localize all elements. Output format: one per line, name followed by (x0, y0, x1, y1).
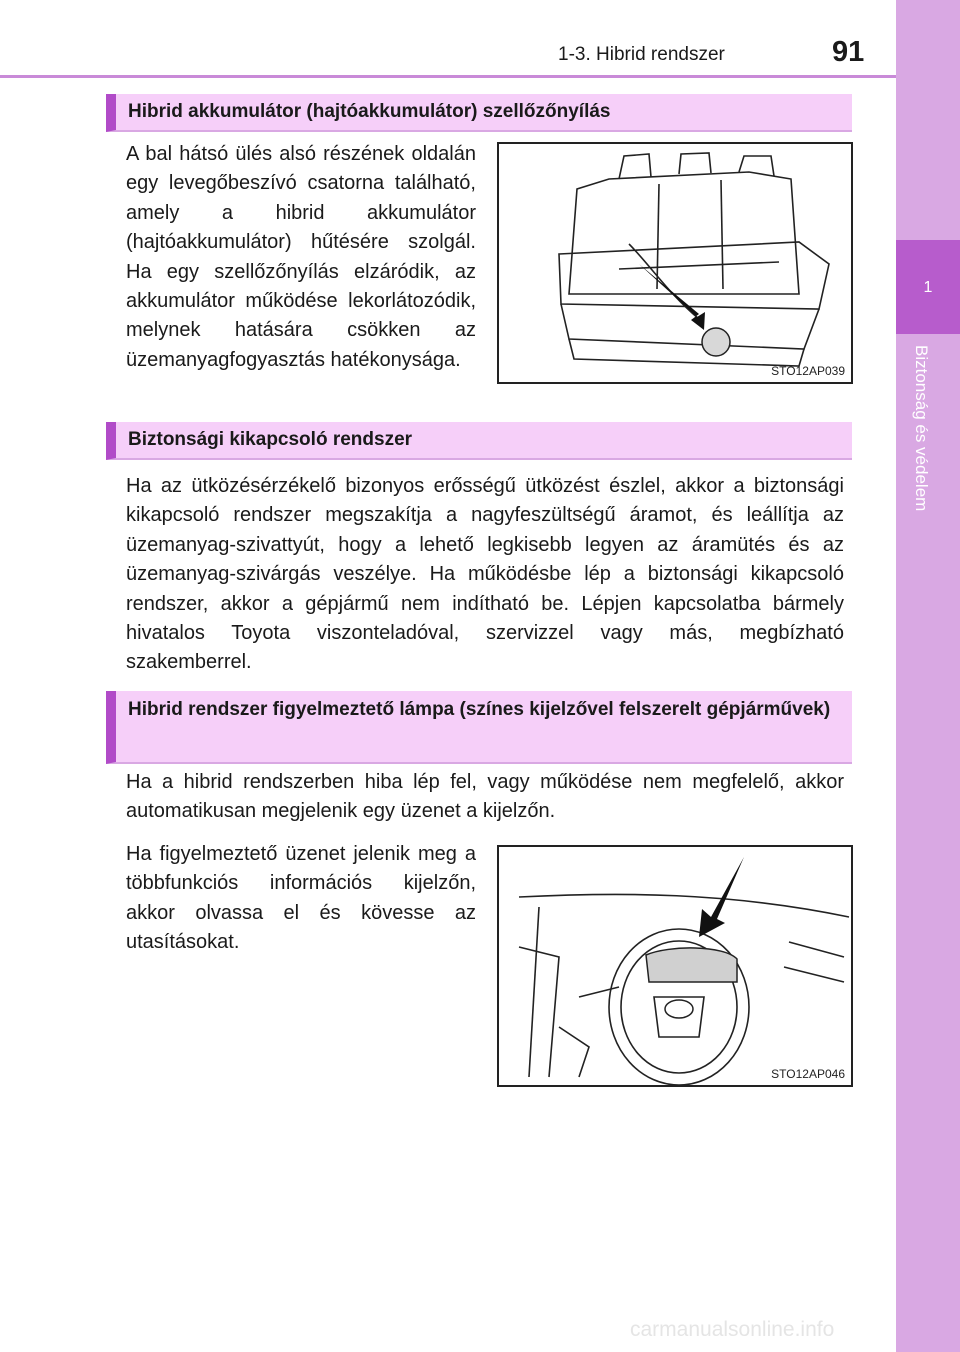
dashboard-figure (497, 845, 853, 1087)
battery-vent-paragraph: A bal hátsó ülés alsó részének oldalán egy levegőbeszívó csatorna található, amely a hibrid akkumulátor (hajtóakkumulátor) hűtésére szolgál. Ha egy szellőzőnyílás elzáródik, az akkumulátor működése lekorlátozódik, melynek hatására csökken az üzemanyagfogyasztás hatékonysága. (126, 143, 476, 371)
chapter-tab-label: Biztonság és védelem (912, 345, 931, 512)
watermark: carmanualsonline.info (630, 1318, 835, 1341)
vent-grille-icon (702, 328, 730, 356)
steering-logo-icon (665, 1000, 693, 1018)
figure-code: STO12AP046 (771, 1067, 845, 1081)
warning-lamp-paragraph: Ha a hibrid rendszerben hiba lép fel, vagy működése nem megfelelő, akkor automatikusan megjelenik egy üzenet a kijelzőn. (126, 771, 844, 823)
display-panel-icon (646, 948, 737, 982)
rear-seat-illustration (499, 144, 851, 382)
section-heading-battery-vent: Hibrid akkumulátor (hajtóakkumulátor) szellőzőnyílás (106, 94, 852, 132)
header-divider (0, 75, 896, 78)
dashboard-illustration (499, 847, 851, 1085)
chapter-tab-number: 1 (923, 279, 933, 296)
warning-lamp-instruction: Ha figyelmeztető üzenet jelenik meg a többfunkciós információs kijelzőn, akkor olvassa el és kövesse az utasításokat. (126, 843, 476, 954)
rear-seat-figure (497, 142, 853, 384)
page-number: 91 (832, 36, 865, 68)
chapter-title: 1-3. Hibrid rendszer (558, 44, 725, 65)
safety-shutoff-paragraph: Ha az ütközésérzékelő bizonyos erősségű ütközést észlel, akkor a biztonsági kikapcsoló rendszer megszakítja a nagyfeszültségű áramot, és leállítja az üzemanyag-szivattyút, hogy a lehető legkisebb legyen az áramütés és az üzemanyag-szivárgás veszélye. Ha működésbe lép a biztonsági kikapcsoló rendszer, akkor a gépjármű nem indítható be. Lépjen kapcsolatba bármely hivatalos Toyota viszonteladóval, szervizzel vagy más, megbízható szakemberrel. (126, 475, 844, 674)
figure-code: STO12AP039 (771, 364, 845, 378)
side-thumb-bar (896, 0, 960, 1352)
section-heading-safety-shutoff: Biztonsági kikapcsoló rendszer (106, 422, 852, 460)
pointer-arrow-icon (639, 264, 705, 330)
section-heading-warning-lamp: Hibrid rendszer figyelmeztető lámpa (színes kijelzővel felszerelt gépjárművek) (106, 691, 852, 764)
